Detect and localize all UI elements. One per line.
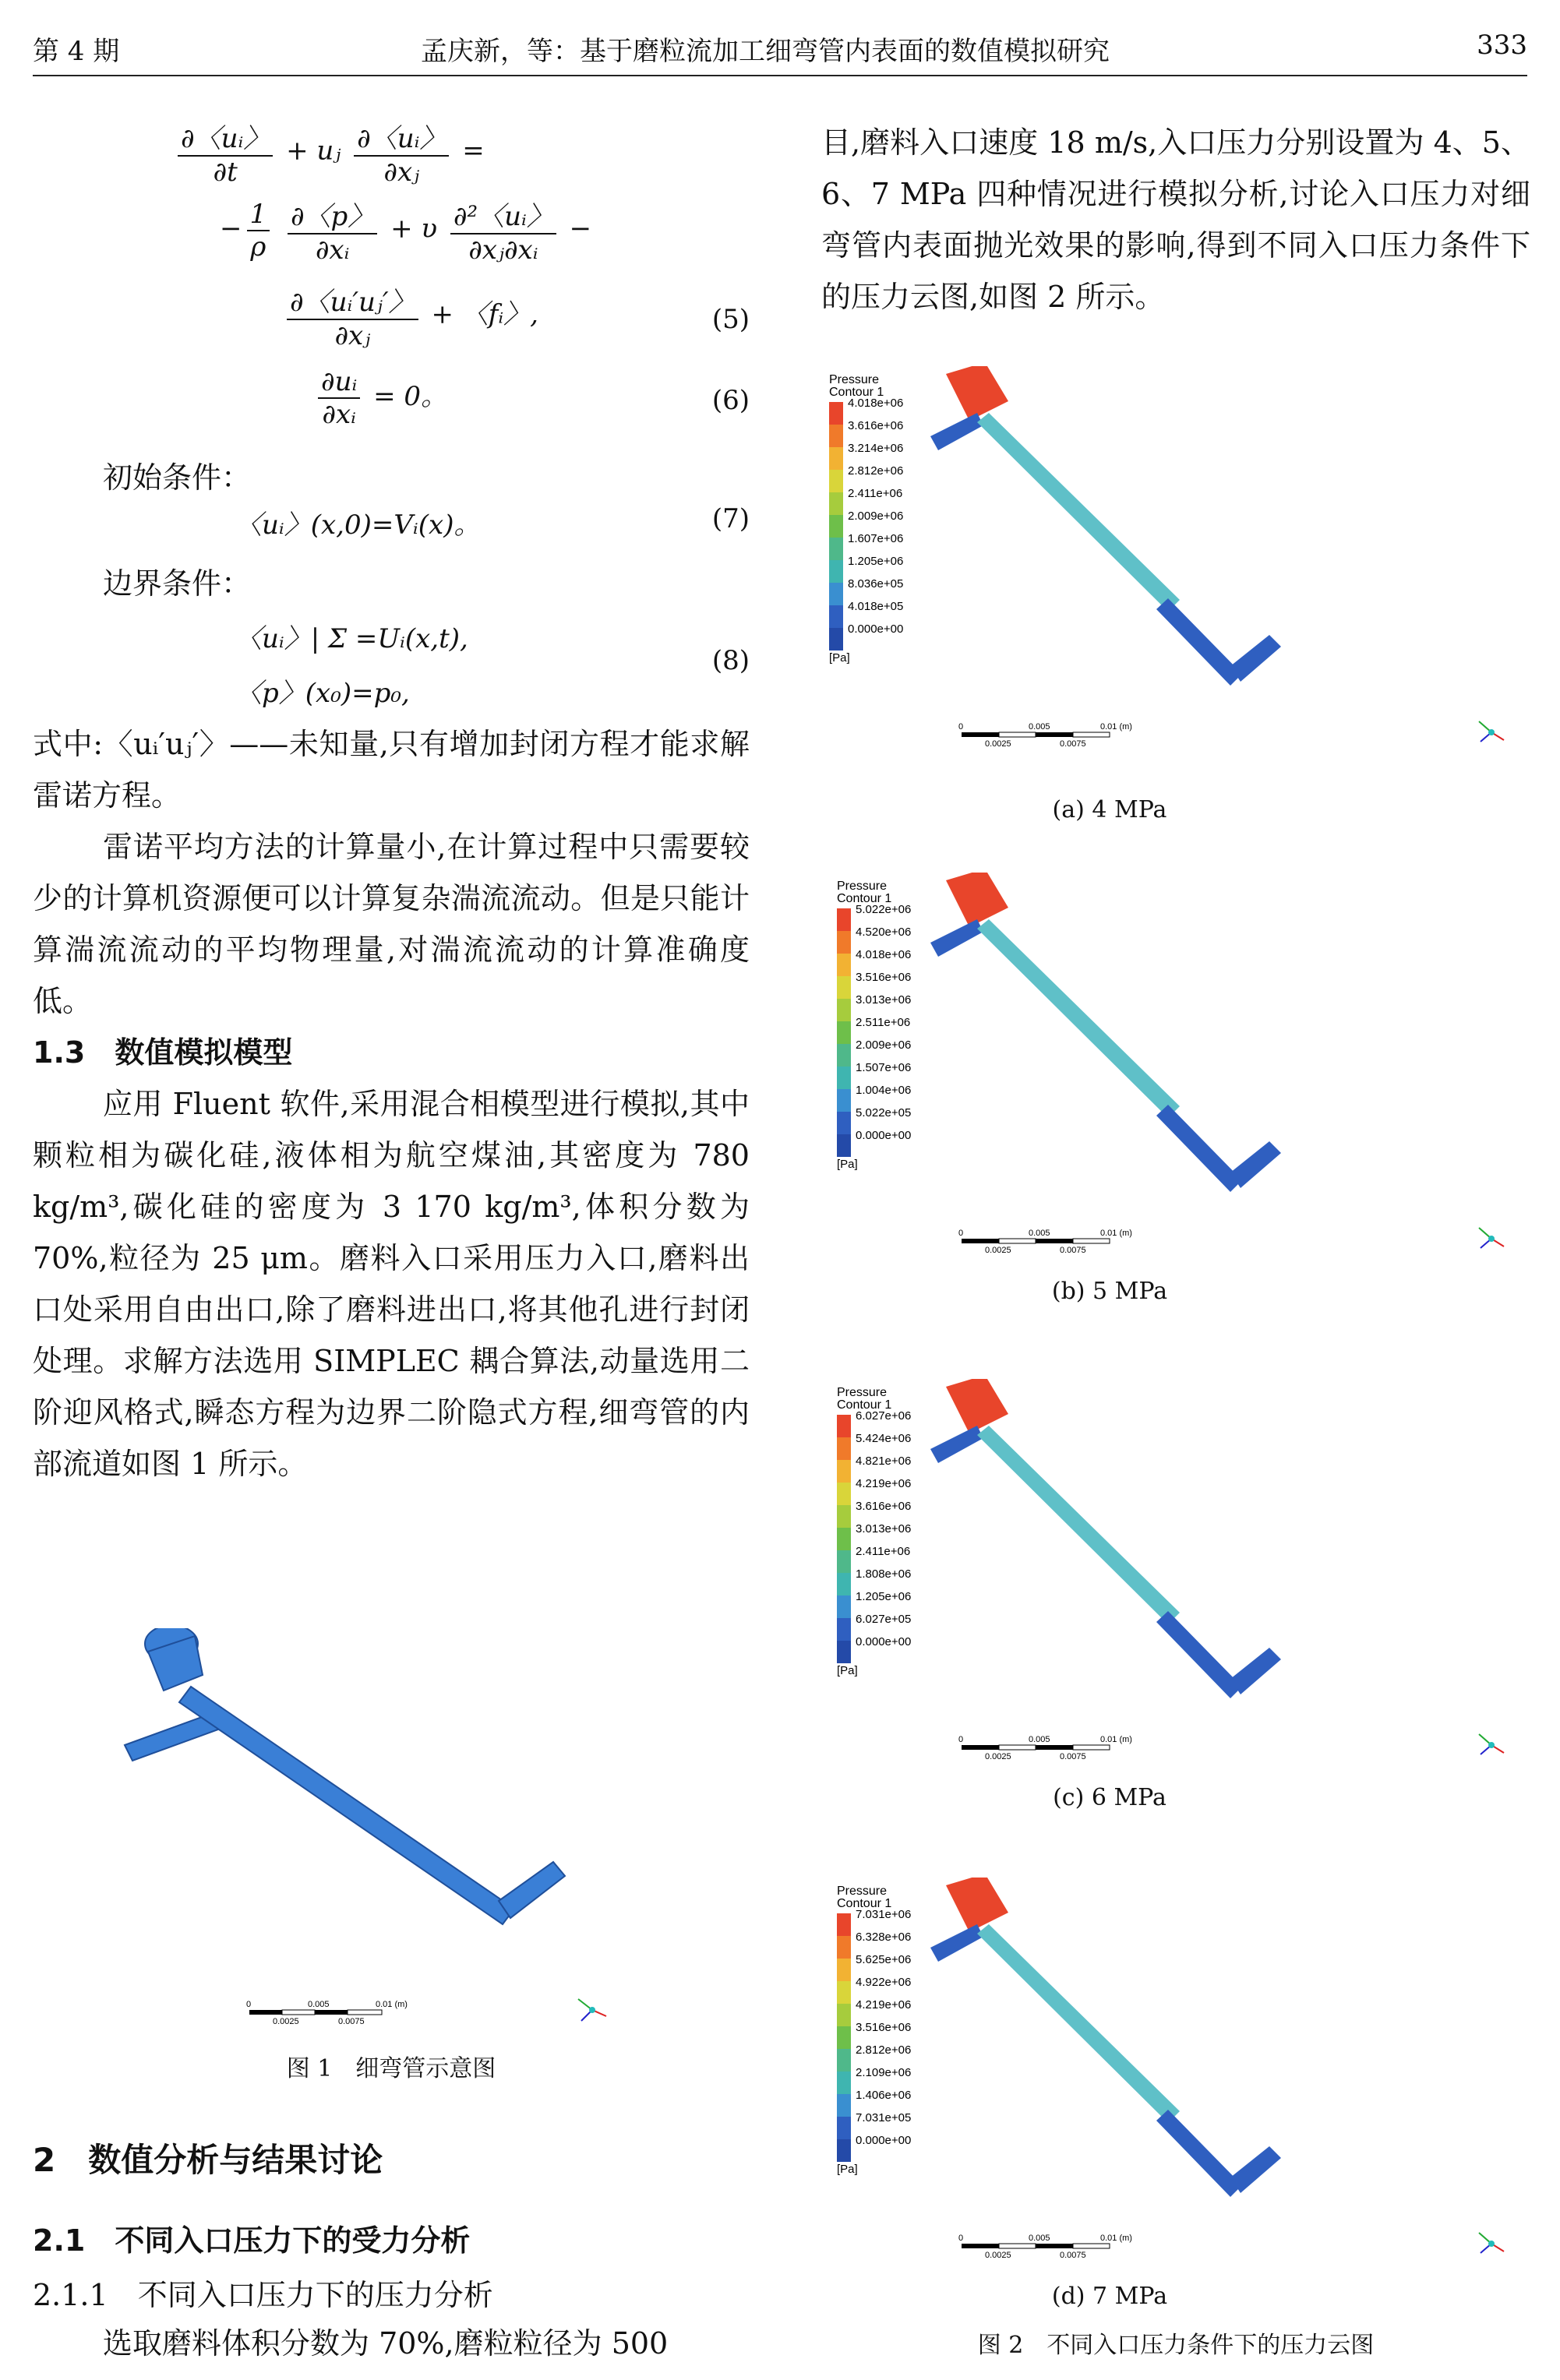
legend-label: 1.004e+06 [856,1084,912,1097]
legend-swatch [837,1936,851,1959]
section-2-1-1-heading: 2.1.1 不同入口压力下的压力分析 [33,2278,493,2312]
legend-swatch [837,1959,851,1981]
legend-swatch [837,1437,851,1460]
legend-unit: [Pa] [837,1158,858,1171]
legend-swatch [829,583,843,605]
legend-label: 5.022e+05 [856,1106,912,1119]
scale-tick-label: 0.0075 [1060,1246,1086,1255]
pipe-contour [930,366,1281,686]
legend-swatch [837,1134,851,1157]
legend-label: 0.000e+00 [848,622,904,636]
equation-5: $\frac{\text{∂〈uᵢ〉}}{\partial t}$ + uⱼ $\frac{\text{∂〈uᵢ〉}}{\text{∂xⱼ}}$ = − $\frac{1}{\rho}$ $\frac{\partial〈p〉}{\text{∂xᵢ}}$ + υ $\frac{\text{∂²〈uᵢ〉}}{\text{∂xⱼ∂xᵢ}}$ − $\frac{\text{∂〈uᵢ′uⱼ′〉}}{\text{∂xⱼ}}$ + 〈fᵢ〉, (5) [33,117,750,366]
scale-tick-label: 0.0025 [985,1246,1011,1255]
paragraph-rans: 雷诺平均方法的计算量小,在计算过程中只需要较少的计算机资源便可以计算复杂湍流流动。但是只能计算湍流流动的平均物理量,对湍流流动的计算准确度低。 [33,830,750,1018]
legend-label: 4.018e+05 [848,600,904,613]
legend-label: 1.205e+06 [856,1590,912,1603]
legend-swatch [837,2139,851,2162]
equation-8: 〈uᵢ〉| Σ =Uᵢ(x,t), 〈p〉(x₀)=p₀, (8) [235,623,750,709]
legend-label: 4.219e+06 [856,1998,912,2012]
issue-label: 第 4 期 [33,36,120,67]
scale-tick-label: 0 [958,1229,964,1238]
legend-label: 3.013e+06 [856,1522,912,1536]
legend-title: Pressure [837,1885,888,1898]
axis-triad-icon [1479,721,1504,742]
legend-label: 3.013e+06 [856,993,912,1007]
scale-tick-label: 0.0025 [985,1752,1011,1761]
pipe-contour [930,1379,1281,1698]
scale-bar [958,1229,1132,1255]
running-title: 孟庆新，等：基于磨粒流加工细弯管内表面的数值模拟研究 [421,36,1110,67]
contour-caption: (a) 4 MPa [1052,796,1167,823]
legend-swatch [837,1089,851,1112]
legend-subtitle: Contour 1 [829,386,884,399]
legend-swatch [837,2071,851,2094]
scale-tick-label: 0.01 (m) [1100,1229,1132,1238]
legend-label: 7.031e+05 [856,2111,912,2124]
legend-label: 4.018e+06 [848,397,904,410]
legend-subtitle: Contour 1 [837,1897,892,1910]
legend-label: 0.000e+00 [856,1129,912,1142]
legend-title: Pressure [829,373,880,386]
scale-tick-label: 0.01 (m) [1100,2234,1132,2243]
legend-label: 7.031e+06 [856,1908,912,1921]
legend-swatch [829,402,843,425]
legend-label: 2.812e+06 [856,2043,912,2057]
axis-triad-icon [1479,2233,1504,2253]
legend-label: 1.406e+06 [856,2089,912,2102]
scale-tick-label: 0.005 [1029,2234,1050,2243]
legend-swatch [837,1483,851,1505]
legend-title: Pressure [837,880,888,893]
figure-1 [117,1628,678,2026]
paragraph-setup: 选取磨料体积分数为 70%,磨粒粒径为 500 [103,2326,669,2361]
section-2-heading: 2 数值分析与结果讨论 [33,2141,383,2179]
right-column [821,117,1530,323]
pressure-contour-image [821,873,1530,1340]
scale-tick-label: 0.0025 [985,739,1011,749]
legend-swatch [837,1505,851,1528]
legend-label: 4.520e+06 [856,926,912,939]
legend-label: 4.922e+06 [856,1976,912,1989]
legend-swatch [829,492,843,515]
legend-swatch [829,538,843,560]
scale-tick-label: 0 [958,1735,964,1744]
legend-swatch [837,2094,851,2117]
legend-label: 4.219e+06 [856,1477,912,1490]
left-column [33,117,750,1490]
eq5-number: (5) [711,304,750,335]
legend-title: Pressure [837,1386,888,1399]
svg-text:0.0075: 0.0075 [338,2017,365,2026]
legend-label: 5.022e+06 [856,903,912,916]
pressure-contour-image [821,1878,1530,2345]
legend-swatch [837,1044,851,1067]
legend-swatch [837,1067,851,1089]
eq6-number: (6) [711,385,750,416]
scale-tick-label: 0.0075 [1060,2251,1086,2260]
legend-swatch [837,1528,851,1550]
legend-unit: [Pa] [837,2163,858,2176]
svg-text:0.01 (m): 0.01 (m) [376,2000,408,2009]
svg-text:0.0025: 0.0025 [273,2017,299,2026]
legend-swatch [837,2026,851,2049]
legend-label: 2.511e+06 [856,1016,911,1029]
legend-label: 2.411e+06 [848,487,903,500]
legend-subtitle: Contour 1 [837,892,892,905]
legend-swatch [837,1021,851,1044]
legend-label: 6.027e+06 [856,1409,912,1423]
legend-swatch [837,2049,851,2071]
legend-swatch [837,954,851,976]
scale-bar [958,1735,1132,1761]
boundary-condition-label: 边界条件： [103,566,252,601]
axis-triad-icon [578,1999,606,2021]
section-1-3-heading: 1.3 数值模拟模型 [33,1035,293,1070]
legend-label: 0.000e+00 [856,1635,912,1648]
legend-label: 1.205e+06 [848,555,904,568]
scale-tick-label: 0.01 (m) [1100,722,1132,732]
legend-label: 4.018e+06 [856,948,912,961]
equation-7: 〈uᵢ〉(x,0)=Vᵢ(x)。 (7) [235,503,750,541]
legend-label: 5.625e+06 [856,1953,912,1966]
legend-swatch [829,447,843,470]
figure-1-caption: 图 1 细弯管示意图 [286,2055,496,2082]
initial-condition-label: 初始条件： [103,460,252,495]
legend-swatch [837,1595,851,1618]
scale-tick-label: 0.0075 [1060,739,1086,749]
legend-swatch [837,1641,851,1663]
legend-swatch [837,999,851,1021]
legend-label: 2.411e+06 [856,1545,911,1558]
legend-swatch [837,931,851,954]
scale-tick-label: 0 [958,722,964,732]
scale-tick-label: 0.005 [1029,1735,1050,1744]
legend-swatch [837,1415,851,1437]
legend-subtitle: Contour 1 [837,1398,892,1412]
legend-label: 1.808e+06 [856,1567,912,1581]
legend-swatch [837,2117,851,2139]
svg-text:0: 0 [246,2000,252,2009]
contour-panel [821,873,1530,1340]
axis-triad-icon [1479,1228,1504,1248]
legend-swatch [837,976,851,999]
fig1-scale-bar [117,1987,678,2049]
axis-triad-icon [1479,1734,1504,1754]
scale-tick-label: 0.0075 [1060,1752,1086,1761]
scale-bar [958,2234,1132,2260]
legend-label: 6.328e+06 [856,1930,912,1944]
contour-panel [821,366,1530,834]
legend-unit: [Pa] [837,1664,858,1677]
paragraph-conditions: 目,磨料入口速度 18 m/s,入口压力分别设置为 4、5、6、7 MPa 四种情况进行模拟分析,讨论入口压力对细弯管内表面抛光效果的影响,得到不同入口压力条件下的压力云图,如图 2 所示。 [821,125,1530,314]
contour-caption: (d) 7 MPa [1051,2283,1168,2310]
legend-swatch [837,908,851,931]
scale-tick-label: 0 [958,2234,964,2243]
legend-label: 3.616e+06 [856,1500,912,1513]
pipe-model-image [117,1628,678,1987]
legend-label: 5.424e+06 [856,1432,912,1445]
legend-label: 3.516e+06 [856,971,912,984]
contour-panel [821,1878,1530,2345]
figure-2-caption: 图 2 不同入口压力条件下的压力云图 [977,2332,1375,2359]
legend-label: 4.821e+06 [856,1454,912,1468]
legend-swatch [829,470,843,492]
legend-label: 2.009e+06 [848,509,904,523]
legend-label: 3.214e+06 [848,442,904,455]
paragraph-unknown: 式中:〈uᵢ′uⱼ′〉——未知量,只有增加封闭方程才能求解雷诺方程。 [33,727,750,813]
legend-swatch [837,1618,851,1641]
scale-tick-label: 0.01 (m) [1100,1735,1132,1744]
scale-bar [958,722,1132,749]
legend-label: 0.000e+00 [856,2134,912,2147]
legend-swatch [837,2004,851,2026]
scale-tick-label: 0.005 [1029,1229,1050,1238]
svg-text:0.005: 0.005 [308,2000,330,2009]
legend-swatch [837,1460,851,1483]
pipe-contour [930,873,1281,1192]
legend-swatch [837,1913,851,1936]
legend-label: 8.036e+05 [848,577,904,591]
legend-label: 2.009e+06 [856,1038,912,1052]
legend-swatch [837,1112,851,1134]
legend-swatch [837,1981,851,2004]
legend-swatch [829,425,843,447]
legend-label: 3.516e+06 [856,2021,912,2034]
page-number: 333 [1477,30,1527,61]
legend-label: 3.616e+06 [848,419,904,432]
legend-label: 1.507e+06 [856,1061,912,1074]
legend-swatch [837,1550,851,1573]
equation-6: $\frac{\text{∂uᵢ}}{\text{∂xᵢ}}$ = 0。 (6) [33,366,750,452]
legend-swatch [829,560,843,583]
legend-swatch [829,605,843,628]
pressure-contour-image [821,1379,1530,1846]
pressure-contour-image [821,366,1530,834]
section-2-1-heading: 2.1 不同入口压力下的受力分析 [33,2223,471,2258]
scale-tick-label: 0.0025 [985,2251,1011,2260]
legend-label: 6.027e+05 [856,1613,912,1626]
legend-label: 1.607e+06 [848,532,904,545]
contour-caption: (b) 5 MPa [1051,1278,1168,1305]
contour-panel [821,1379,1530,1846]
legend-swatch [829,628,843,651]
legend-unit: [Pa] [829,651,850,665]
pipe-contour [930,1878,1281,2197]
legend-label: 2.109e+06 [856,2066,912,2079]
legend-label: 2.812e+06 [848,464,904,478]
scale-tick-label: 0.005 [1029,722,1050,732]
legend-swatch [837,1573,851,1595]
paragraph-model: 应用 Fluent 软件,采用混合相模型进行模拟,其中颗粒相为碳化硅,液体相为航空煤油,其密度为 780 kg/m³,碳化硅的密度为 3 170 kg/m³,体积分数为 70%,粒径为 25 μm。磨料入口采用压力入口,磨料出口处采用自由出口,除了磨料进出口,将其他孔进行封闭处理。求解方法选用 SIMPLEC 耦合算法,动量选用二阶迎风格式,瞬态方程为边界二阶隐式方程,细弯管的内部流道如图 1 所示。 [33,1087,750,1481]
header-rule [33,75,1527,76]
legend-swatch [829,515,843,538]
contour-caption: (c) 6 MPa [1053,1784,1166,1811]
